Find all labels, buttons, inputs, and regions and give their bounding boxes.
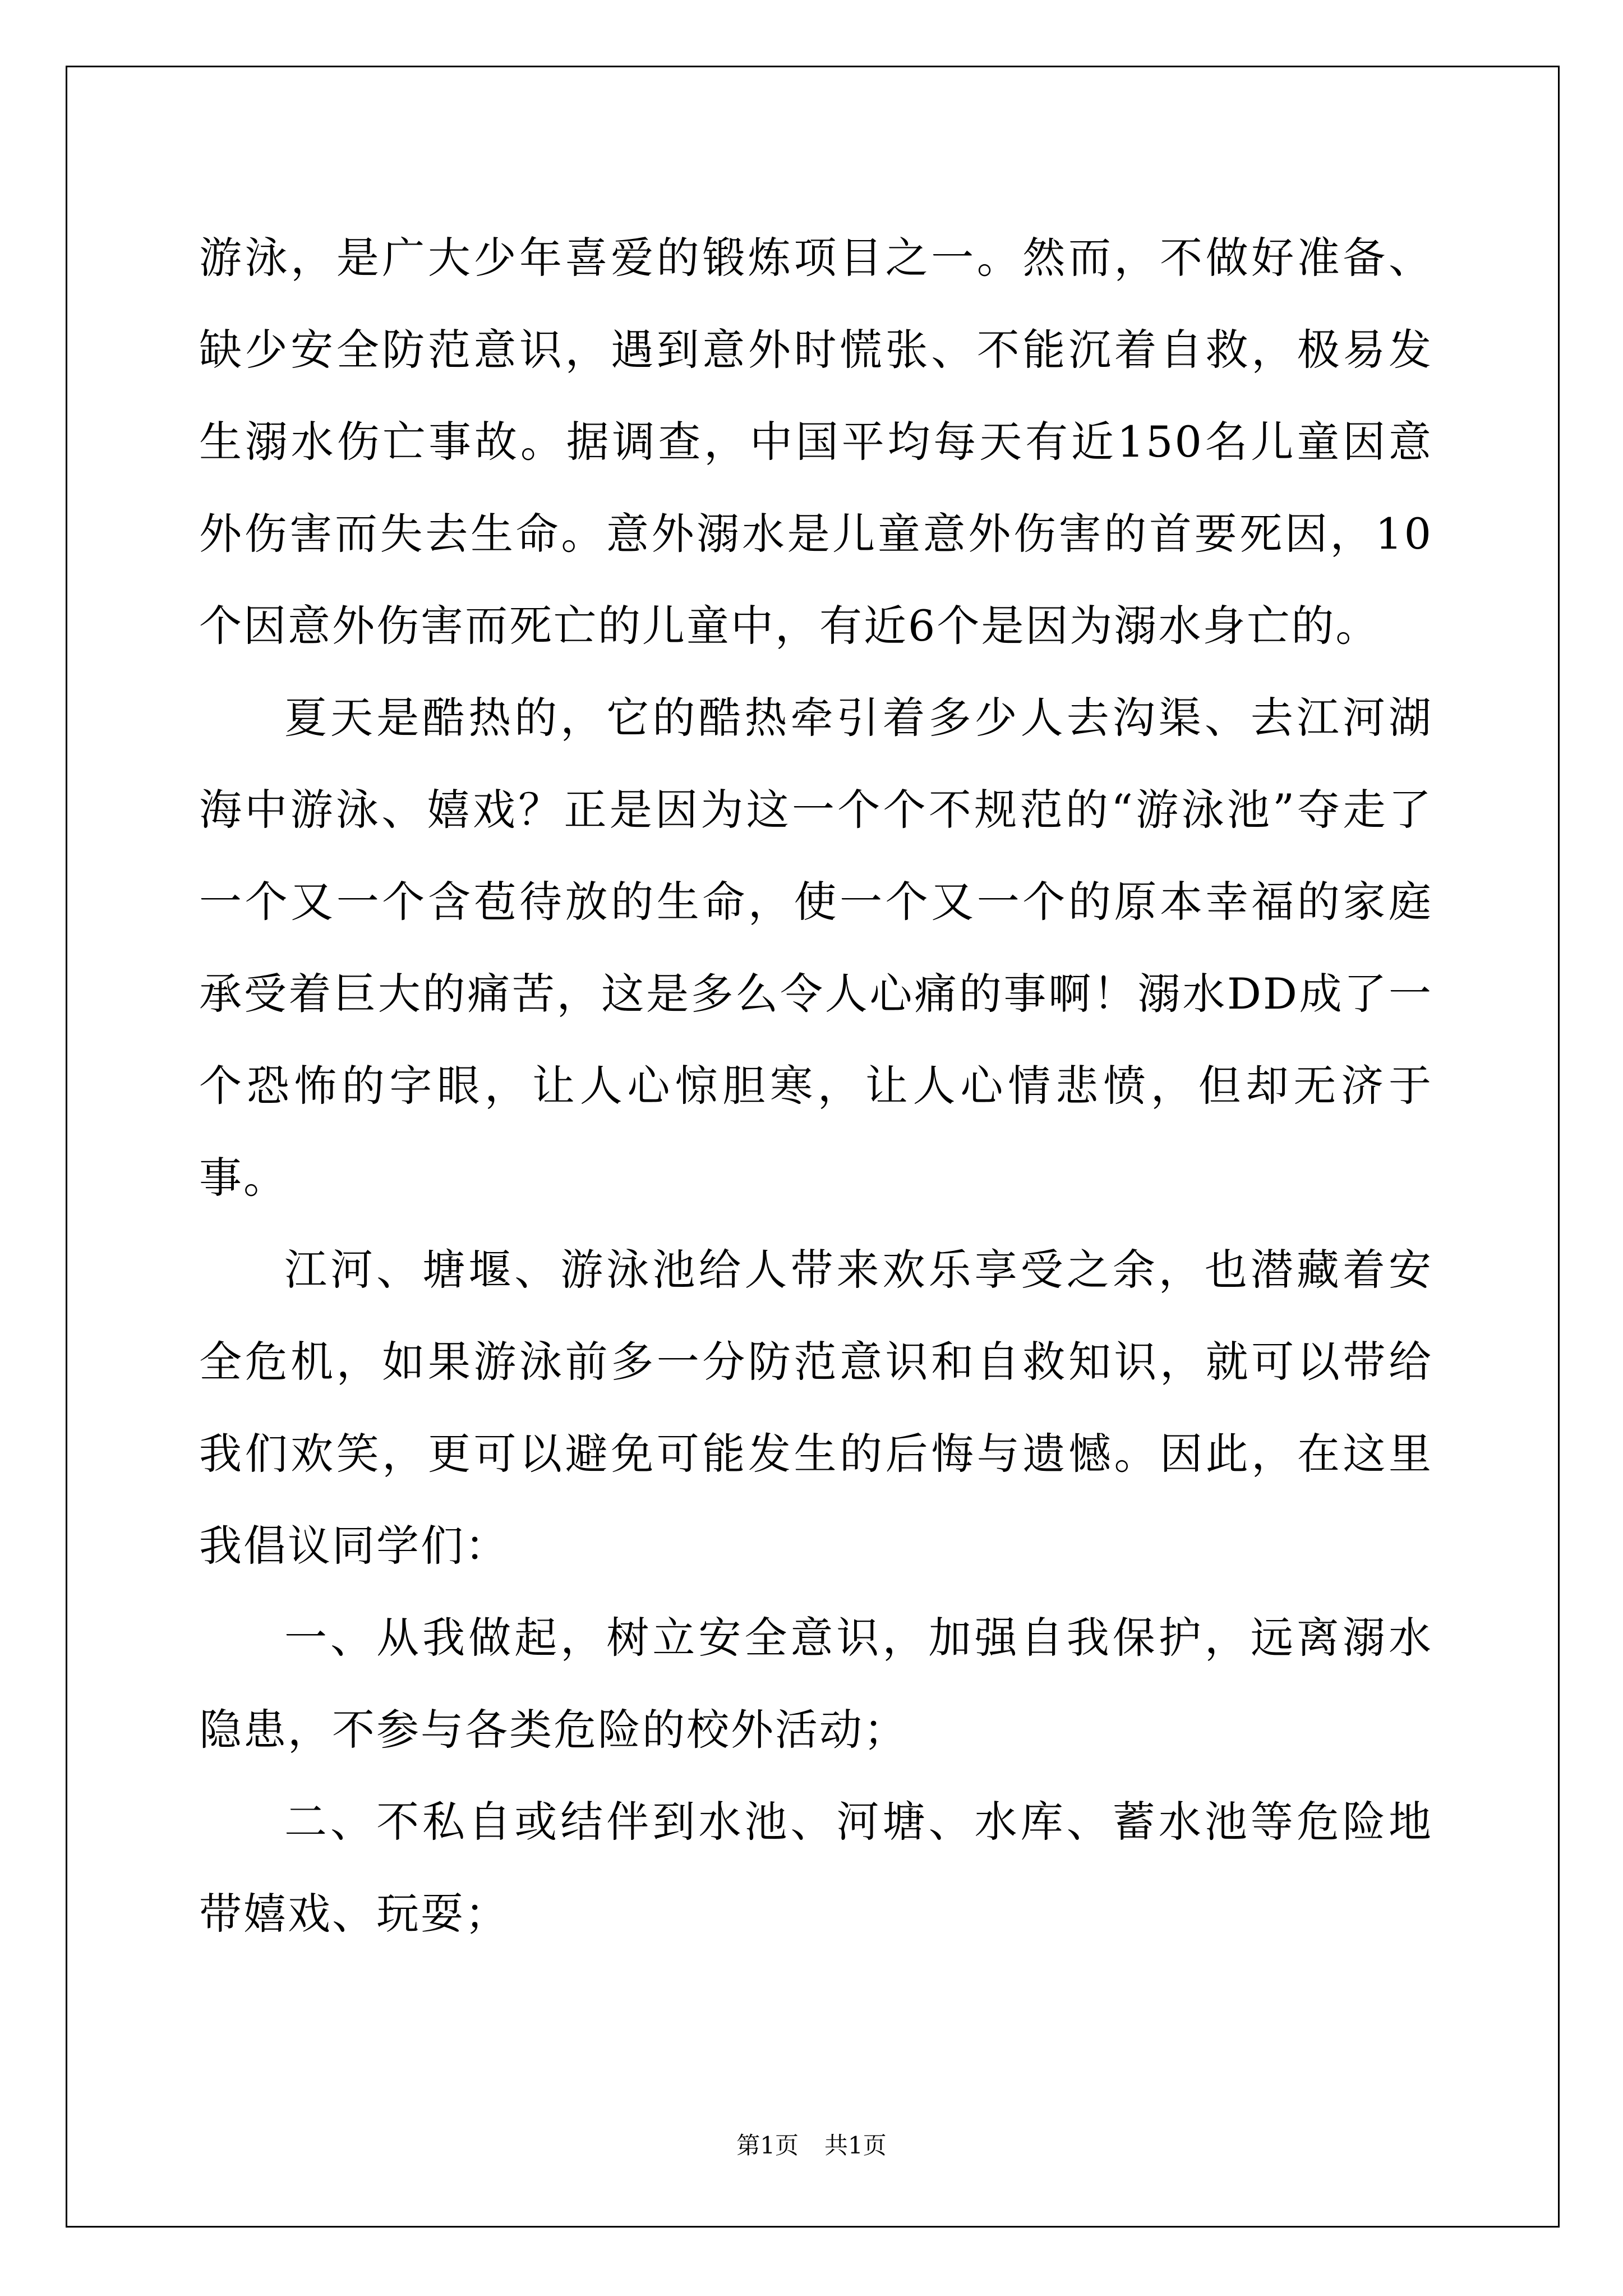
page-total: 共1页 [824,2132,887,2159]
paragraph-4: 一、从我做起，树立安全意识，加强自我保护，远离溺水隐患，不参与各类危险的校外活动； [199,1613,1433,1755]
paragraph-2: 夏天是酷热的，它的酷热牵引着多少人去沟渠、去江河湖海中游泳、嬉戏？正是因为这一个个不规范的“游泳池”夺走了一个又一个含苞待放的生命，使一个又一个的原本幸福的家庭承受着巨大的痛苦，这是多么令人心痛的事啊！溺水DD成了一个恐怖的字眼，让人心惊胆寒，让人心情悲愤，但却无济于事。 [199,693,1433,1203]
page-number: 第1页 [736,2132,799,2159]
paragraph-5: 二、不私自或结伴到水池、河塘、水库、蓄水池等危险地带嬉戏、玩耍； [199,1797,1433,1939]
page-footer [0,2129,1623,2162]
paragraph-1: 游泳，是广大少年喜爱的锻炼项目之一。然而，不做好准备、缺少安全防范意识，遇到意外时慌张、不能沉着自救，极易发生溺水伤亡事故。据调查，中国平均每天有近150名儿童因意外伤害而失去生命。意外溺水是儿童意外伤害的首要死因，10个因意外伤害而死亡的儿童中，有近6个是因为溺水身亡的。 [199,233,1433,651]
paragraph-3: 江河、塘堰、游泳池给人带来欢乐享受之余，也潜藏着安全危机，如果游泳前多一分防范意识和自救知识，就可以带给我们欢笑，更可以避免可能发生的后悔与遗憾。因此，在这里我倡议同学们： [199,1245,1433,1571]
document-body [199,212,1433,1960]
